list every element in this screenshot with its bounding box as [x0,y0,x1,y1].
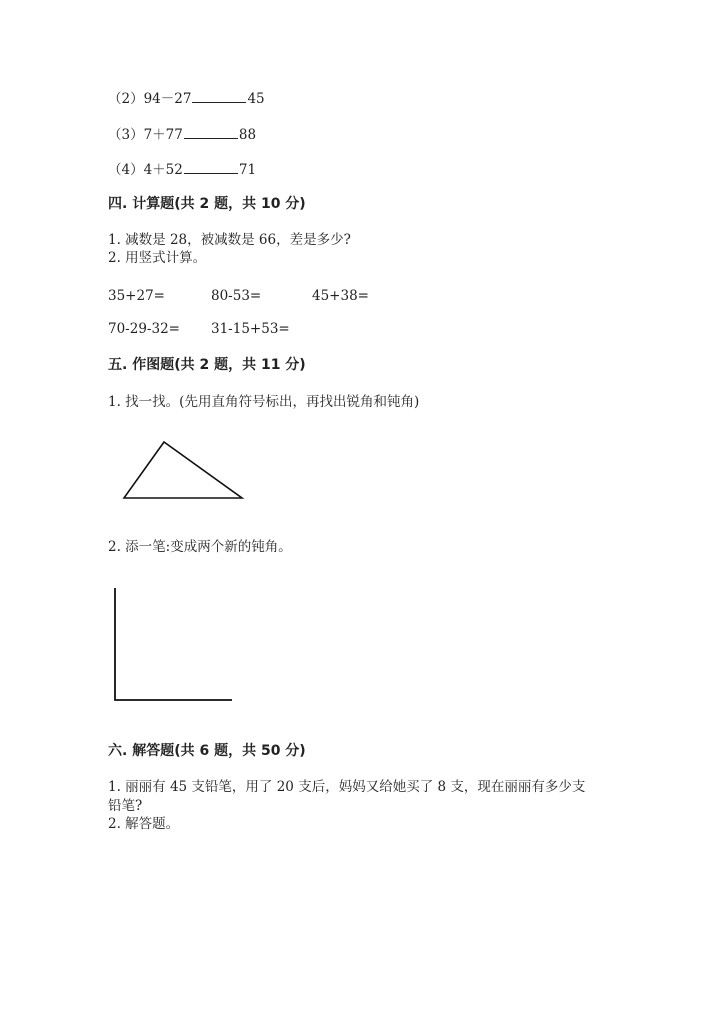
compare-expression: （3）7＋77 [108,127,183,143]
answer-blank[interactable] [184,124,238,139]
compare-value: 71 [238,162,257,178]
section-heading-word-problems: 六. 解答题(共 6 题，共 50 分) [108,743,306,759]
triangle-figure [118,437,258,507]
right-angle-lines [115,588,232,700]
calc-expression: 35+27= [108,288,165,304]
answer-blank[interactable] [184,159,238,174]
section-heading-calculation: 四. 计算题(共 2 题，共 10 分) [108,196,306,212]
question-text: 1. 丽丽有 45 支铅笔，用了 20 支后，妈妈又给她买了 8 支，现在丽丽有多少支 [108,779,586,795]
answer-blank[interactable] [192,88,246,103]
section-heading-drawing: 五. 作图题(共 2 题，共 11 分) [108,357,306,373]
calc-expression: 31-15+53= [211,321,290,337]
question-text-continued: 铅笔? [108,798,143,814]
compare-value: 45 [247,91,265,107]
compare-item-4 [108,159,256,179]
question-text: 2. 用竖式计算。 [108,250,207,266]
calc-expression: 45+38= [312,288,369,304]
question-text: 1. 找一找。(先用直角符号标出，再找出锐角和钝角) [108,394,420,410]
calc-expression: 80-53= [211,288,262,304]
question-text: 2. 解答题。 [108,816,180,832]
compare-expression: （4）4＋52 [108,162,183,178]
triangle-shape [124,442,242,498]
compare-item-3 [108,124,256,144]
compare-item-2 [108,88,265,108]
calc-expression: 70-29-32= [108,321,180,337]
compare-value: 88 [238,127,257,143]
question-text: 1. 减数是 28，被减数是 66，差是多少? [108,232,351,248]
right-angle-figure [110,584,240,704]
compare-expression: （2）94－27 [108,91,192,107]
question-text: 2. 添一笔:变成两个新的钝角。 [108,539,292,555]
